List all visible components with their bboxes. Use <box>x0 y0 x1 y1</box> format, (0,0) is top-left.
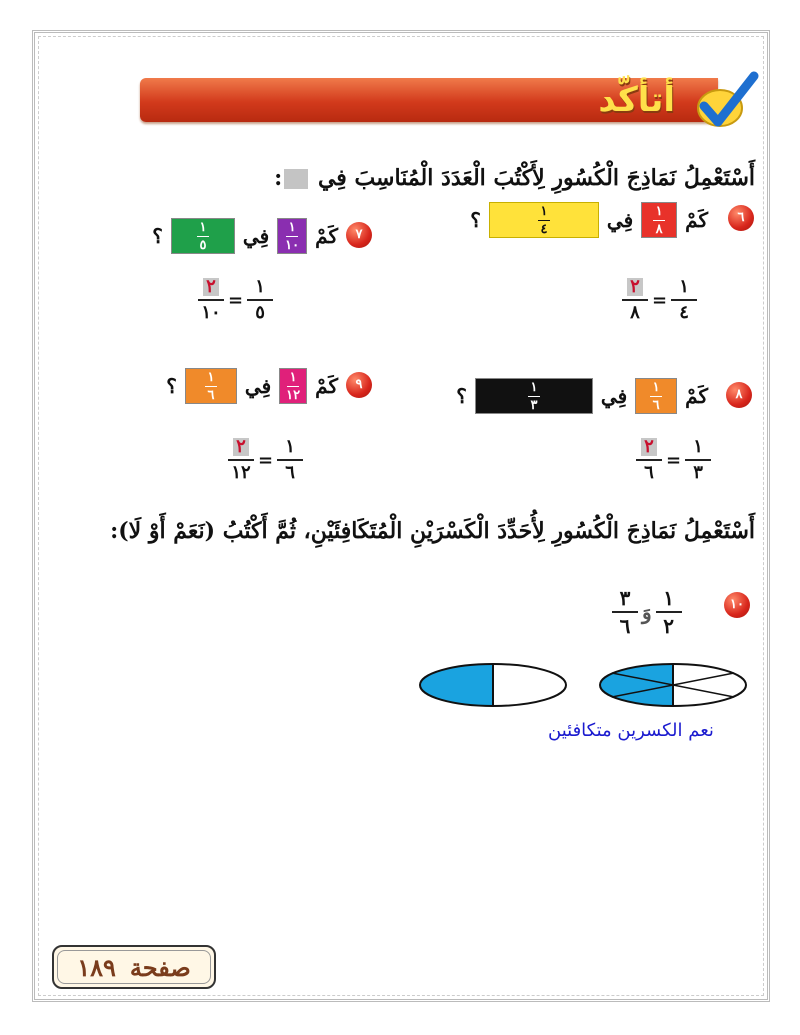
fraction-model-small: $\frac{١}{١٢}$ <box>279 368 307 404</box>
question-8: كَمْ $\frac{١}{٦}$ فِي $\frac{١}{٣}$ ؟ <box>456 379 708 413</box>
question-10-fractions: ٣ ٦ وَ ١ ٢ <box>612 588 682 636</box>
instruction-1-text: أَسْتَعْمِلُ نَمَاذِجَ الْكُسُورِ لِأَكْتُبَ الْعَدَدَ الْمُنَاسِبَ فِي <box>317 165 755 191</box>
page-number-badge <box>52 945 216 989</box>
fraction-model-small: $\frac{١}{٨}$ <box>641 202 677 238</box>
fraction-model-small: $\frac{١}{١٠}$ <box>277 218 307 254</box>
fraction-model-big: $\frac{١}{٣}$ <box>475 378 593 414</box>
page-number: ١٨٩ <box>77 952 116 982</box>
question-number: ١٠ <box>724 592 750 618</box>
question-number: ٩ <box>346 372 372 398</box>
ellipse-sixths-model <box>600 664 746 706</box>
instruction-1: أَسْتَعْمِلُ نَمَاذِجَ الْكُسُورِ لِأَكْتُبَ الْعَدَدَ الْمُنَاسِبَ فِي : <box>274 165 755 191</box>
equation-9: ٢ ١٢ = ١ ٦ <box>228 438 303 482</box>
checkmark-icon <box>690 70 760 132</box>
equation-7: ٢ ١٠ = ١ ٥ <box>198 278 273 322</box>
fraction-model-big: $\frac{١}{٦}$ <box>185 368 237 404</box>
question-number: ٦ <box>728 205 754 231</box>
fraction-model-big: $\frac{١}{٥}$ <box>171 218 235 254</box>
question-number: ٧ <box>346 222 372 248</box>
fraction-ellipse-models <box>415 660 755 712</box>
question-6: كَمْ $\frac{١}{٨}$ فِي $\frac{١}{٤}$ ؟ <box>470 203 708 237</box>
fraction-model-small: $\frac{١}{٦}$ <box>635 378 677 414</box>
fraction-model-big: $\frac{١}{٤}$ <box>489 202 599 238</box>
answer-text: نعم الكسرين متكافئين <box>548 720 714 741</box>
section-banner <box>140 70 760 134</box>
ellipse-half-model <box>420 664 566 706</box>
instruction-2: أَسْتَعْمِلُ نَمَاذِجَ الْكُسُورِ لِأُحَدِّدَ الْكَسْرَيْنِ الْمُتَكَافِئَيْنِ، ثُمَّ أَكْتُبُ (نَعَمْ أَوْ لَا): <box>110 518 755 544</box>
question-number: ٨ <box>726 382 752 408</box>
banner-title: أتأكّد <box>598 80 675 120</box>
answer-box-sample <box>284 169 308 189</box>
question-9: كَمْ $\frac{١}{١٢}$ فِي $\frac{١}{٦}$ ؟ <box>166 369 338 403</box>
equation-8: ٢ ٦ = ١ ٣ <box>636 438 711 482</box>
equation-6: ٢ ٨ = ١ ٤ <box>622 278 697 322</box>
page-label: صفحة <box>129 952 191 982</box>
question-7: كَمْ $\frac{١}{١٠}$ فِي $\frac{١}{٥}$ ؟ <box>152 219 338 253</box>
